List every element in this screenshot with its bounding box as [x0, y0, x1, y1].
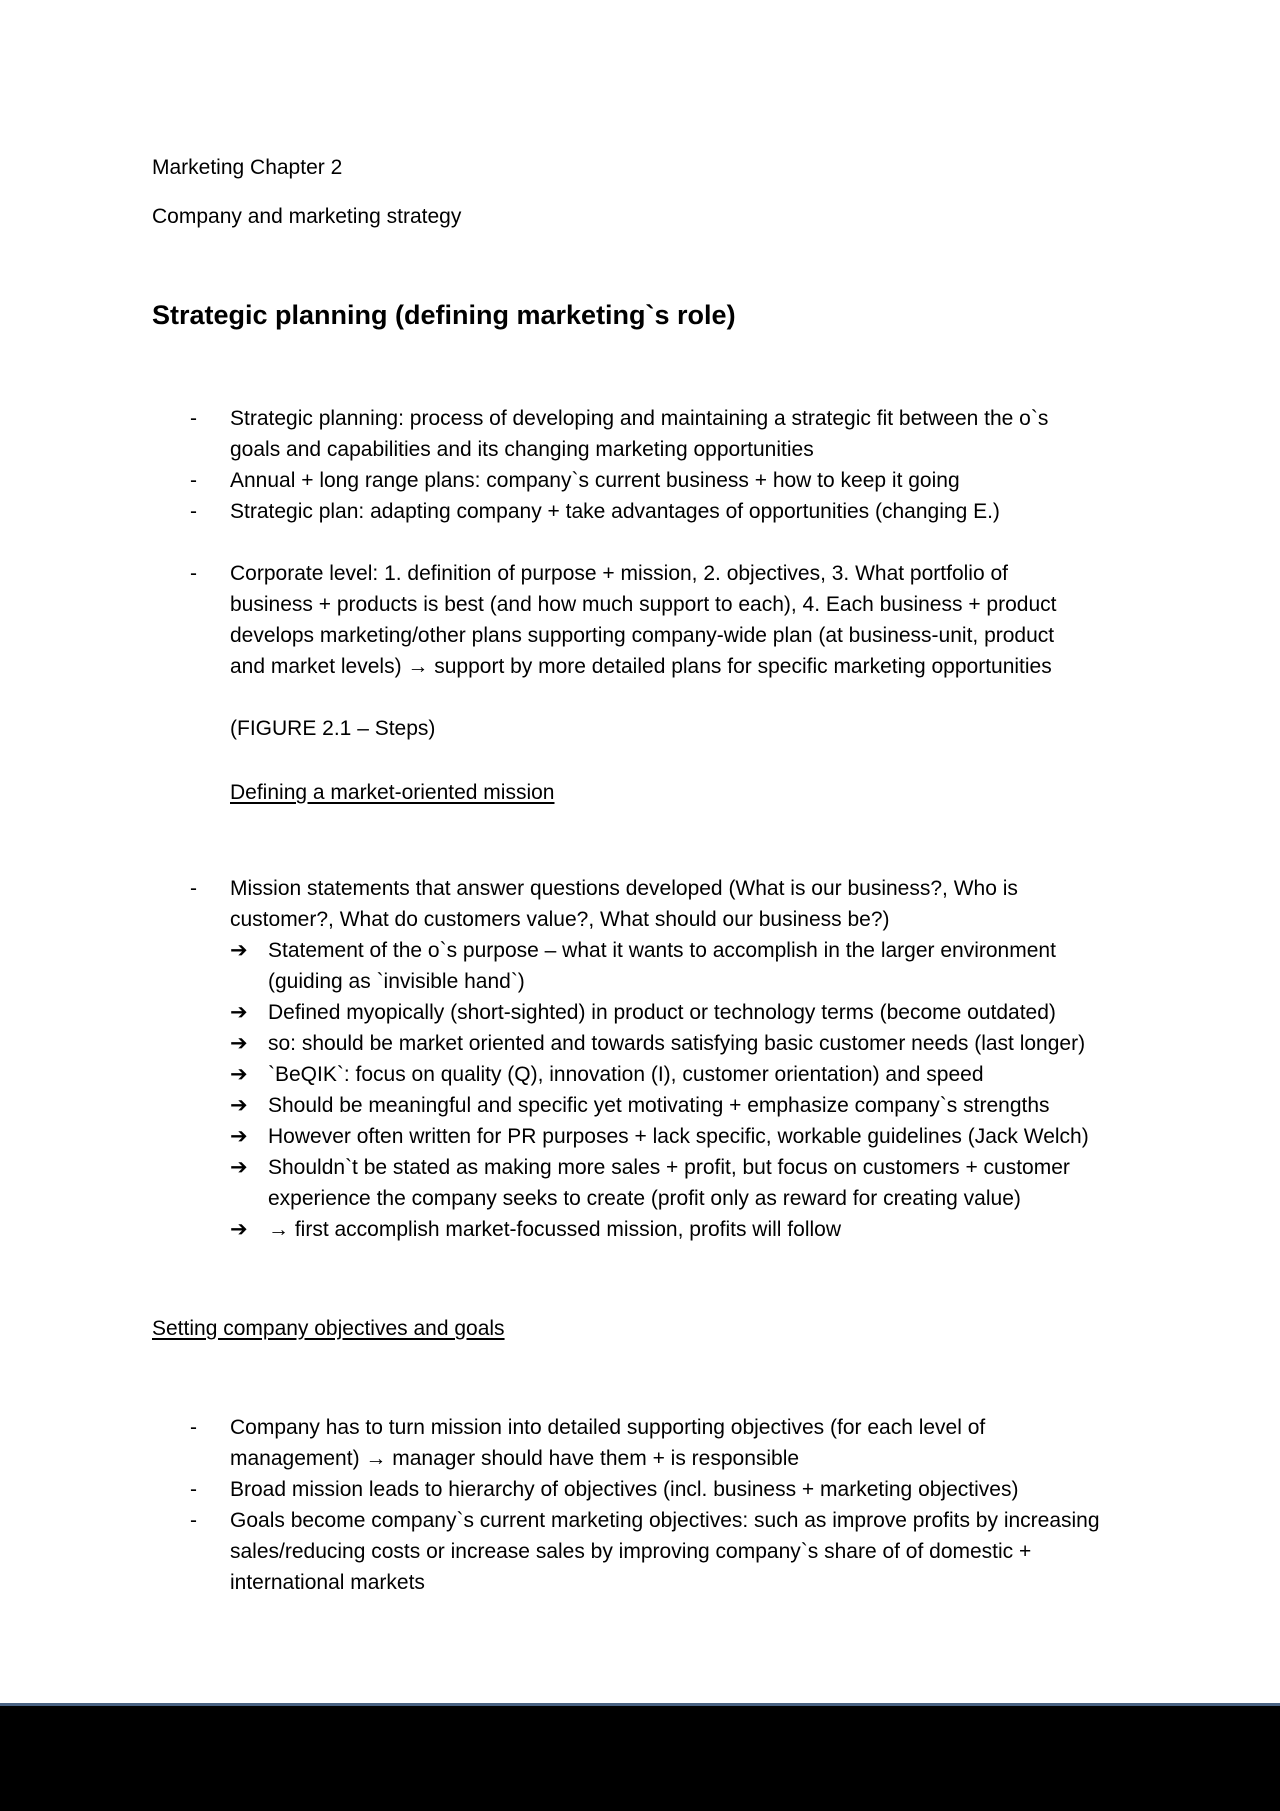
arrow-item-text: Statement of the o`s purpose – what it wants to accomplish in the larger environment [268, 939, 1056, 962]
section-heading: Strategic planning (defining marketing`s role) [152, 300, 736, 330]
arrow-bullet-icon: ➔ [230, 1156, 248, 1179]
bullet-dash: - [190, 877, 197, 900]
arrow-bullet-icon: ➔ [230, 1094, 248, 1117]
bullet-dash: - [190, 1478, 197, 1501]
bullet-dash: - [190, 562, 197, 585]
arrow-bullet-icon: ➔ [230, 1125, 248, 1148]
doc-subtitle: Company and marketing strategy [152, 205, 462, 228]
bullet-dash: - [190, 1416, 197, 1439]
subheading-objectives: Setting company objectives and goals [152, 1317, 505, 1340]
bullet-text: Broad mission leads to hierarchy of objectives (incl. business + marketing objectives) [230, 1478, 1019, 1501]
bullet-text: international markets [230, 1571, 425, 1594]
viewer-bottom-bar [0, 1703, 1280, 1811]
bullet-text: Strategic plan: adapting company + take advantages of opportunities (changing E.) [230, 500, 1000, 523]
arrow-item-text: experience the company seeks to create (profit only as reward for creating value) [268, 1187, 1021, 1210]
bullet-text: management) → manager should have them + is responsible [230, 1447, 800, 1470]
bullet-dash: - [190, 407, 197, 430]
bullet-dash: - [190, 1509, 197, 1532]
bullet-text: customer?, What do customers value?, What should our business be?) [230, 908, 890, 931]
bullet-text: Annual + long range plans: company`s current business + how to keep it going [230, 469, 960, 492]
doc-title: Marketing Chapter 2 [152, 156, 343, 179]
bullet-text: sales/reducing costs or increase sales by improving company`s share of of domestic + [230, 1540, 1032, 1563]
bullet-text: goals and capabilities and its changing marketing opportunities [230, 438, 814, 461]
bullet-text: Corporate level: 1. definition of purpose + mission, 2. objectives, 3. What portfolio of [230, 562, 1008, 585]
bullet-text: and market levels) → support by more detailed plans for specific marketing opportunities [230, 655, 1052, 678]
arrow-item-text: (guiding as `invisible hand`) [268, 970, 525, 993]
arrow-item-text: Should be meaningful and specific yet motivating + emphasize company`s strengths [268, 1094, 1050, 1117]
arrow-item-text: `BeQIK`: focus on quality (Q), innovation (I), customer orientation) and speed [268, 1063, 984, 1086]
bullet-text: business + products is best (and how much support to each), 4. Each business + product [230, 593, 1057, 616]
bullet-dash: - [190, 469, 197, 492]
bullet-dash: - [190, 500, 197, 523]
arrow-item-text: Shouldn`t be stated as making more sales + profit, but focus on customers + customer [268, 1156, 1070, 1179]
bullet-text: Company has to turn mission into detailed supporting objectives (for each level of [230, 1416, 986, 1439]
bullet-text: develops marketing/other plans supporting company-wide plan (at business-unit, product [230, 624, 1055, 647]
bullet-text: Strategic planning: process of developing and maintaining a strategic fit between the o`s [230, 407, 1049, 430]
arrow-bullet-icon: ➔ [230, 1032, 248, 1055]
bullet-text: Mission statements that answer questions developed (What is our business?, Who is [230, 877, 1018, 900]
subheading-mission: Defining a market-oriented mission [230, 781, 555, 804]
arrow-item-text: However often written for PR purposes + lack specific, workable guidelines (Jack Welch) [268, 1125, 1089, 1148]
arrow-bullet-icon: ➔ [230, 939, 248, 962]
arrow-bullet-icon: ➔ [230, 1218, 248, 1241]
arrow-item-text: Defined myopically (short-sighted) in product or technology terms (become outdated) [268, 1001, 1056, 1024]
bullet-text: Goals become company`s current marketing objectives: such as improve profits by increasing [230, 1509, 1100, 1532]
arrow-item-text: → first accomplish market-focussed mission, profits will follow [268, 1218, 841, 1241]
arrow-bullet-icon: ➔ [230, 1063, 248, 1086]
figure-note: (FIGURE 2.1 – Steps) [230, 717, 436, 740]
arrow-item-text: so: should be market oriented and towards satisfying basic customer needs (last longer) [268, 1032, 1086, 1055]
arrow-bullet-icon: ➔ [230, 1001, 248, 1024]
